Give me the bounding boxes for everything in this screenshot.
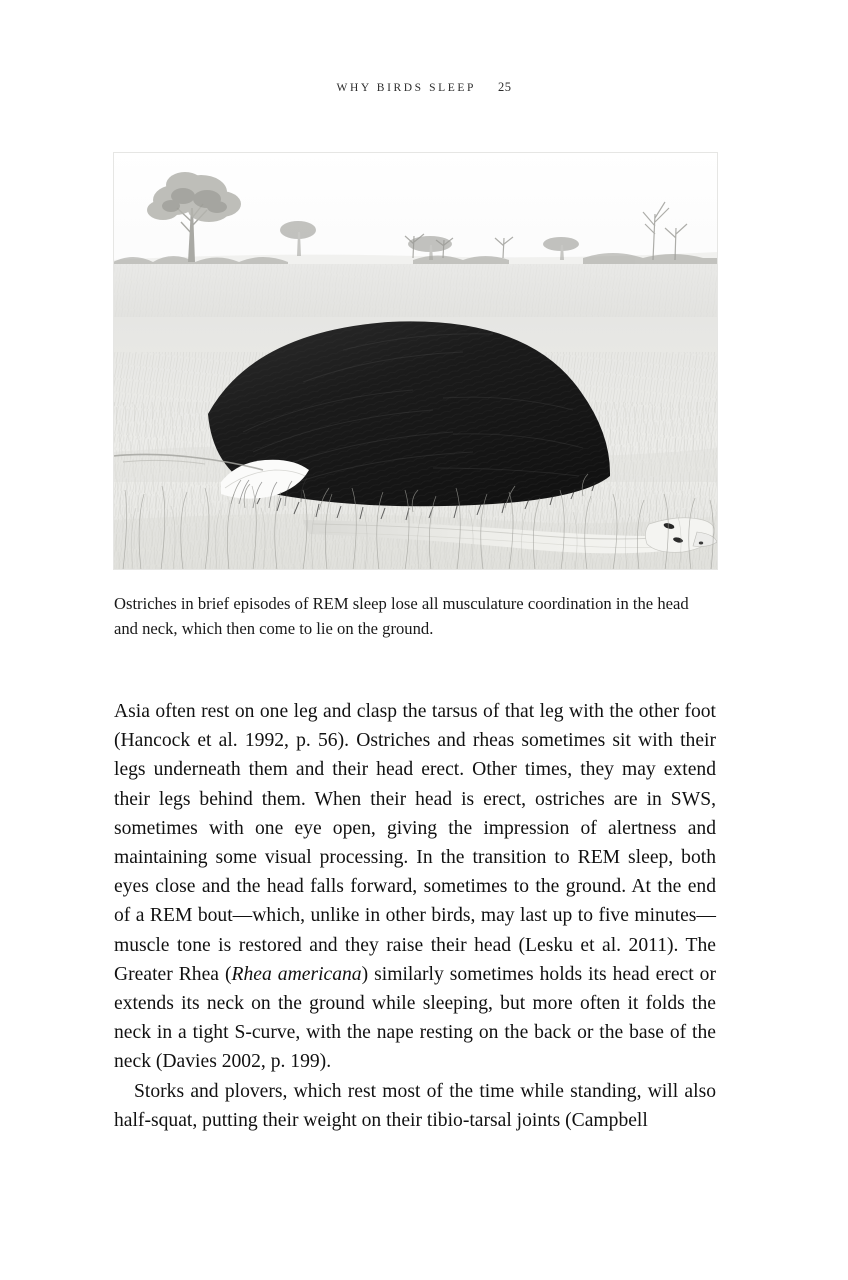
paragraph-2: Storks and plovers, which rest most of the time while standing, will also half-squat, putting their weight on their tibio-tarsal joints (Campbell <box>114 1080 716 1131</box>
running-head-title: WHY BIRDS SLEEP <box>336 82 477 94</box>
paragraph-1-part-2: ) similarly sometimes holds its head erect or extends its neck on the ground while sleeping, but more often it folds the neck in a tight S-curve, with the nape resting on the back or the base of the neck (Davies 2002, p. 199). <box>114 963 716 1073</box>
figure-image <box>113 152 718 570</box>
figure-caption: Ostriches in brief episodes of REM sleep lose all musculature coordination in the head and neck, which then come to lie on the ground. <box>114 594 689 638</box>
running-head <box>0 80 848 95</box>
page-number: 25 <box>498 80 512 94</box>
species-name-italic: Rhea americana <box>231 963 362 985</box>
ostrich-illustration <box>113 152 718 570</box>
figure <box>113 152 718 570</box>
body-text <box>114 697 716 1135</box>
paragraph-1 <box>114 697 716 1077</box>
paragraph-1-part-1: Asia often rest on one leg and clasp the tarsus of that leg with the other foot (Hancock et al. 1992, p. 56). Ostriches and rheas sometimes sit with their legs underneath them and their head erect. Other times, they may extend their legs behind them. When their head is erect, ostriches are in SWS, sometimes with one eye open, giving the impression of alertness and maintaining some visual processing. In the transition to REM sleep, both eyes close and the head falls forward, sometimes to the ground. At the end of a REM bout—which, unlike in other birds, may last up to five minutes—muscle tone is restored and they raise their head (Lesku et al. 2011). The Greater Rhea ( <box>114 701 716 985</box>
